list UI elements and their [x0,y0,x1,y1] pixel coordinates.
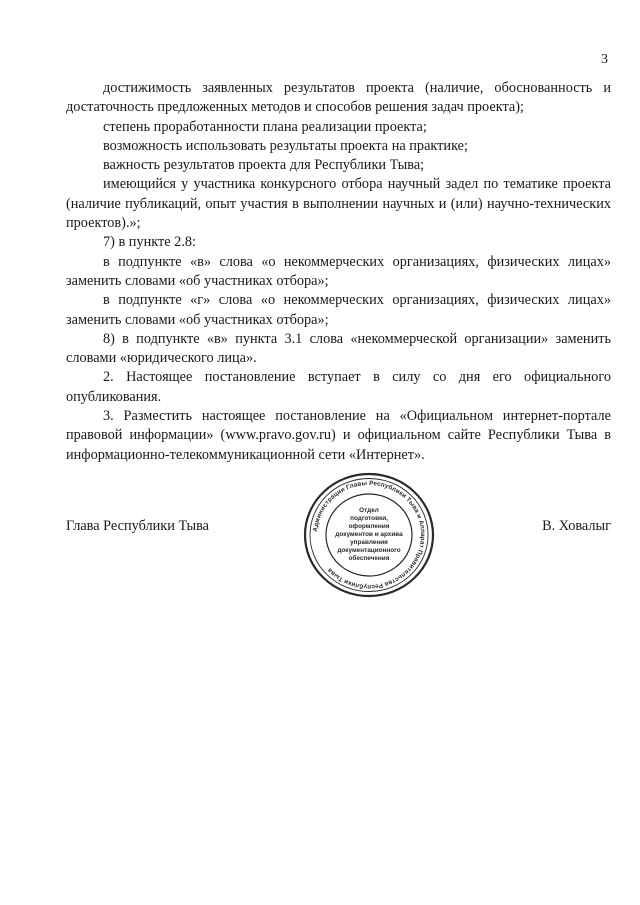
document-body [66,79,611,465]
paragraph: в подпункте «г» слова «о некоммерческих организациях, физических лицах» заменить словами «об участниках отбора»; [66,292,611,328]
stamp-center-line: Отдел [359,507,379,514]
paragraph: в подпункте «в» слова «о некоммерческих организациях, физических лицах» заменить словами «об участниках отбора»; [66,253,611,289]
paragraph: степень проработанности плана реализации проекта; [103,118,427,135]
paragraph: возможность использовать результаты проекта на практике; [103,137,468,154]
stamp-center-line: документационного [337,547,401,554]
paragraph: имеющийся у участника конкурсного отбора научный задел по тематике проекта (наличие публикаций, опыт участия в выполнении научных и (или) научно-технических проектов).»; [66,176,611,232]
stamp-ring-text: Администрации Главы Республики Тыва и Аппарат Правительства Республики Тыва [312,479,427,591]
stamp-center-line: документов и архива [335,531,403,538]
stamp-center-line: обеспечения [348,555,390,562]
paragraph: важность результатов проекта для Республики Тыва; [103,157,425,174]
stamp-seal-icon [301,470,437,600]
paragraph: 3. Разместить настоящее постановление на «Официальном интернет-портале правовой информации» (www.pravo.gov.ru) и официальном сайте Республики Тыва в информационно-телекоммуникационной сети «Интернет». [66,408,611,463]
page-number: 3 [601,52,608,67]
paragraph: 8) в подпункте «в» пункта 3.1 слова «некоммерческой организации» заменить словами «юридического лица». [66,330,611,367]
signatory-title: Глава Республики Тыва [66,518,209,534]
signatory-name: В. Ховалыг [542,518,611,534]
stamp-center-line: управления [350,539,388,546]
paragraph: 2. Настоящее постановление вступает в силу со дня его официального опубликования. [66,369,611,405]
stamp-center-line: оформления [348,523,390,530]
paragraph: достижимость заявленных результатов проекта (наличие, обоснованность и достаточность предложенных методов и способов решения задач проекта); [66,80,611,116]
paragraph: 7) в пункте 2.8: [103,234,197,251]
stamp-center-line: подготовки, [350,515,388,522]
official-stamp [301,470,437,600]
